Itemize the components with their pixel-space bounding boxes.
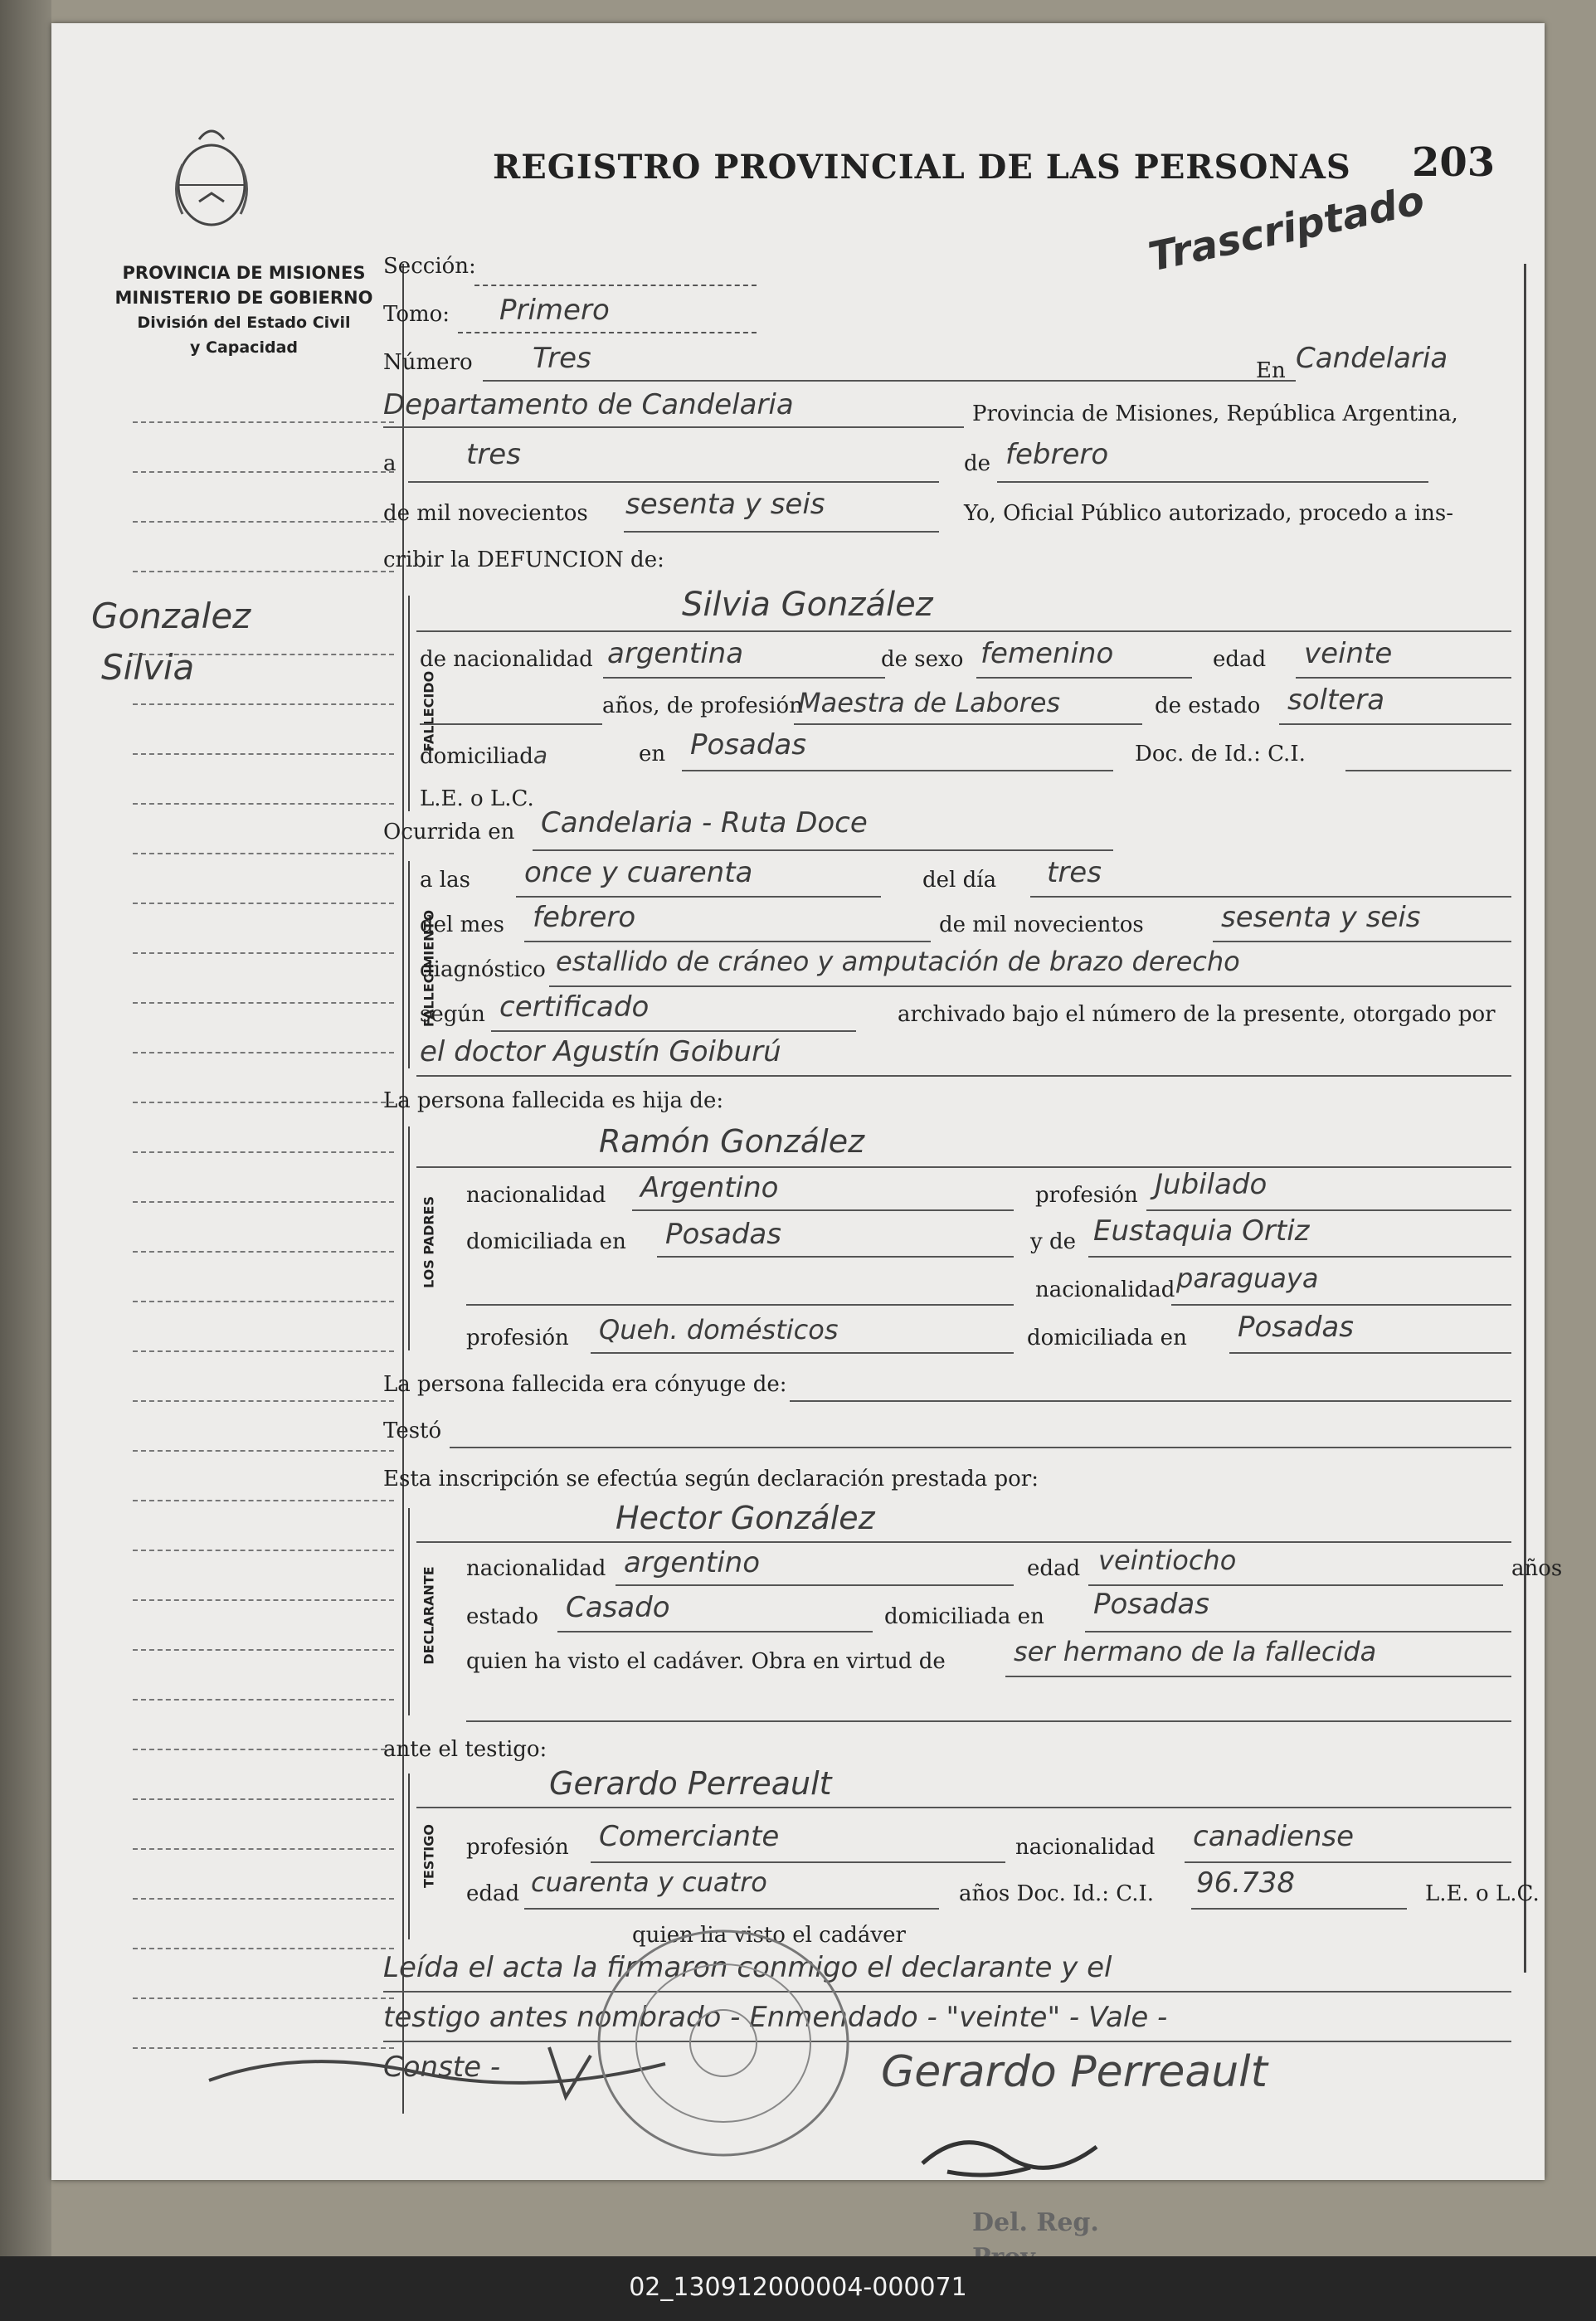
mes-value: febrero	[1005, 438, 1109, 471]
register-page	[51, 23, 1563, 2237]
test-ci-line	[1191, 1908, 1407, 1910]
test-prof-value: Comerciante	[599, 1820, 780, 1853]
padre-nac-label: nacionalidad	[466, 1183, 606, 1208]
madre-nac-line	[1171, 1304, 1511, 1306]
quien-vio-label: quien lia visto el cadáver	[632, 1923, 906, 1948]
en-domicilio-label: en	[639, 742, 666, 766]
yo-label: Yo, Oficial Público autorizado, procedo a ins-	[964, 501, 1454, 526]
ocurrida-value: Candelaria - Ruta Doce	[541, 806, 868, 839]
anio-fall-value: sesenta y seis	[1221, 901, 1421, 934]
fallecimiento-bracket	[408, 861, 410, 1068]
margin-line	[133, 1102, 394, 1103]
dia-fall-value: tres	[1047, 856, 1102, 889]
margin-line	[133, 1749, 394, 1750]
declarante-section-label: DECLARANTE	[421, 1566, 437, 1665]
de-label: de	[964, 451, 991, 476]
madre-dom-line	[1229, 1352, 1511, 1354]
decl-edad-label: edad	[1027, 1556, 1081, 1581]
coat-of-arms-icon	[166, 123, 257, 231]
madre-prof-value: Queh. domésticos	[599, 1314, 839, 1345]
profesion-value: Maestra de Labores	[798, 687, 1061, 718]
margin-line	[133, 1350, 394, 1352]
closing-line-3: Conste -	[383, 2051, 501, 2084]
decl-virtud-value: ser hermano de la fallecida	[1014, 1636, 1377, 1667]
decl-blank-line	[466, 1720, 1511, 1722]
test-nac-line	[1185, 1861, 1511, 1863]
domiciliado-label-text: domiciliad	[420, 744, 533, 769]
sexo-value: femenino	[980, 637, 1114, 670]
diagnostico-line	[549, 985, 1511, 987]
anio-fall-line	[1213, 941, 1511, 942]
medico-line	[416, 1075, 1511, 1077]
edad-line	[1296, 677, 1511, 679]
margin-line	[133, 1052, 394, 1053]
anos-line	[420, 723, 602, 725]
decl-edad-line	[1088, 1584, 1503, 1586]
fallecido-nombre: Silvia González	[682, 586, 933, 624]
sexo-label: de sexo	[881, 647, 964, 672]
numero-label: Número	[383, 350, 473, 375]
hora-line	[516, 896, 881, 898]
decl-dom-value: Posadas	[1093, 1588, 1209, 1621]
padre-dom-label: domiciliada en	[466, 1229, 626, 1254]
padre-line	[416, 1166, 1511, 1168]
test-edad-label: edad	[466, 1881, 520, 1906]
margin-line	[133, 421, 394, 423]
sexo-line	[976, 677, 1192, 679]
madre-prof-line	[591, 1352, 1014, 1354]
fallecido-section-label: FALLECIDO	[421, 670, 437, 752]
tomo-label: Tomo:	[383, 302, 450, 327]
nacionalidad-line	[603, 677, 885, 679]
profesion-line	[794, 723, 1142, 725]
margin-line	[133, 853, 394, 854]
en-value: Candelaria	[1296, 342, 1448, 375]
departamento-value: Departamento de Candelaria	[383, 388, 794, 421]
margin-line	[133, 803, 394, 805]
ocurrida-line	[533, 849, 1113, 851]
test-ci-value: 96.738	[1196, 1866, 1295, 1900]
mes-fall-line	[524, 941, 931, 942]
madre-nac-value: paraguaya	[1176, 1263, 1319, 1294]
declarante-nombre: Hector González	[616, 1500, 875, 1536]
margin-line	[133, 1500, 394, 1501]
decl-estado-value: Casado	[566, 1591, 670, 1624]
margin-line	[133, 1848, 394, 1850]
seccion-label: Sección:	[383, 254, 476, 279]
margin-line	[133, 1400, 394, 1402]
stamp-line-1: Del. Reg.	[972, 2208, 1099, 2237]
margin-line	[133, 703, 394, 705]
segun-line	[491, 1030, 856, 1032]
closing-line-2: testigo antes nombrado - Enmendado - "veinte" - Vale -	[383, 2001, 1168, 2034]
margin-name: Silvia	[101, 647, 195, 688]
madre-nombre: Eustaquia Ortiz	[1093, 1214, 1310, 1248]
padre-prof-value: Jubilado	[1155, 1168, 1268, 1201]
ocurrida-label: Ocurrida en	[383, 820, 515, 844]
decl-nac-label: nacionalidad	[466, 1556, 606, 1581]
domiciliado-suffix: a	[533, 742, 548, 769]
numero-value: Tres	[533, 342, 591, 375]
doc-id-line	[1345, 770, 1511, 771]
madre-nac-label: nacionalidad	[1035, 1277, 1175, 1302]
decl-dom-label: domiciliada en	[884, 1604, 1044, 1629]
margin-line	[133, 1699, 394, 1701]
cadaver-label: quien ha visto el cadáver. Obra en virtud de	[466, 1649, 946, 1674]
margin-line	[133, 1798, 394, 1800]
test-nac-label: nacionalidad	[1015, 1835, 1156, 1860]
official-signature-icon	[914, 2122, 1130, 2188]
margin-line	[133, 1898, 394, 1900]
page-title: REGISTRO PROVINCIAL DE LAS PERSONAS	[493, 148, 1351, 187]
le-lc-label: L.E. o L.C.	[420, 786, 534, 811]
departamento-line	[383, 426, 964, 428]
decl-virtud-line	[1005, 1676, 1511, 1677]
anos-profesion-label: años, de profesión	[602, 693, 803, 718]
mes-fall-value: febrero	[533, 901, 636, 934]
tomo-value: Primero	[499, 294, 610, 327]
padre-dom-value: Posadas	[665, 1218, 781, 1251]
nacionalidad-value: argentina	[607, 637, 744, 670]
hora-value: once y cuarenta	[524, 856, 753, 889]
left-column-divider	[402, 264, 404, 2114]
decl-estado-label: estado	[466, 1604, 538, 1629]
archivado-label: archivado bajo el número de la presente, otorgado por	[898, 1002, 1496, 1027]
closing-line-rule-1	[383, 1991, 1511, 1993]
test-doc-label: años Doc. Id.: C.I.	[959, 1881, 1155, 1906]
numero-line	[483, 380, 1296, 382]
del-mes-label: del mes	[420, 912, 504, 937]
margin-line	[133, 1201, 394, 1203]
firma-testigo: Gerardo Perreault	[881, 2047, 1268, 2097]
padre-nac-line	[632, 1209, 1014, 1211]
padre-dom-line	[657, 1256, 1014, 1258]
estado-line	[1279, 723, 1511, 725]
fallecido-bracket	[408, 596, 410, 811]
nacionalidad-label: de nacionalidad	[420, 647, 593, 672]
decl-nac-line	[616, 1584, 1014, 1586]
official-seal-icon	[591, 1923, 856, 2163]
seccion-line	[474, 285, 757, 286]
margin-line	[133, 1948, 394, 1949]
margin-line	[133, 1251, 394, 1253]
test-edad-line	[524, 1908, 939, 1910]
ante-testigo-label: ante el testigo:	[383, 1737, 547, 1762]
diagnostico-value: estallido de cráneo y amputación de brazo derecho	[556, 946, 1240, 977]
test-prof-line	[591, 1861, 1005, 1863]
decl-edad-value: veintiocho	[1098, 1545, 1237, 1576]
diagnostico-label: diagnóstico	[420, 957, 546, 982]
page-number: 203	[1412, 139, 1496, 186]
division-label-2: y Capacidad	[190, 338, 298, 357]
edad-value: veinte	[1304, 637, 1393, 670]
conyuge-line	[790, 1400, 1511, 1402]
tomo-line	[458, 332, 757, 333]
domicilio-value: Posadas	[690, 728, 806, 762]
dia-line	[408, 481, 939, 483]
margin-line	[133, 753, 394, 755]
domiciliado-label	[420, 742, 547, 769]
nombre-line	[416, 630, 1511, 632]
padres-blank-line	[466, 1304, 1014, 1306]
padres-section-label: LOS PADRES	[421, 1196, 437, 1289]
madre-dom-value: Posadas	[1238, 1311, 1354, 1344]
margin-line	[133, 1550, 394, 1551]
conyuge-label: La persona fallecida era cónyuge de:	[383, 1372, 787, 1397]
dia-value: tres	[466, 438, 521, 471]
padre-nac-value: Argentino	[640, 1171, 779, 1204]
margin-line	[133, 1599, 394, 1601]
segun-value: certificado	[499, 990, 650, 1024]
hija-de-label: La persona fallecida es hija de:	[383, 1088, 724, 1113]
testigo-section-label: TESTIGO	[421, 1824, 437, 1888]
inscripcion-label: Esta inscripción se efectúa según declaración prestada por:	[383, 1467, 1039, 1491]
margin-line	[133, 1450, 394, 1452]
y-de-label: y de	[1030, 1229, 1076, 1254]
a-label: a	[383, 451, 397, 476]
madre-prof-label: profesión	[466, 1326, 569, 1350]
margin-surname: Gonzalez	[91, 596, 251, 636]
decl-dom-line	[1085, 1631, 1511, 1632]
testo-label: Testó	[383, 1418, 442, 1443]
test-le-lc-label: L.E. o L.C.	[1425, 1881, 1540, 1906]
de-mil-fall-label: de mil novecientos	[939, 912, 1144, 937]
margin-line	[133, 471, 394, 473]
decl-nac-value: argentino	[624, 1546, 760, 1579]
testo-line	[450, 1447, 1511, 1448]
padres-bracket	[408, 1126, 410, 1350]
testigo-line	[416, 1807, 1511, 1808]
declarante-line	[416, 1541, 1511, 1543]
testigo-nombre: Gerardo Perreault	[549, 1765, 832, 1802]
fallecimiento-section-label: FALLECIMIENTO	[421, 909, 437, 1028]
margin-line	[133, 521, 394, 523]
decl-anos-label: años	[1511, 1556, 1563, 1581]
mes-line	[997, 481, 1428, 483]
madre-line	[1088, 1256, 1511, 1258]
margin-line	[133, 1649, 394, 1651]
margin-line	[133, 571, 394, 572]
right-border	[1524, 264, 1526, 1973]
padre-prof-line	[1146, 1209, 1511, 1211]
division-label-1: División del Estado Civil	[137, 314, 351, 332]
testigo-bracket	[408, 1774, 410, 1939]
closing-line-1: Leída el acta la firmaron conmigo el declarante y el	[383, 1951, 1112, 1984]
test-edad-value: cuarenta y cuatro	[531, 1866, 767, 1898]
declarante-bracket	[408, 1508, 410, 1715]
margin-line	[133, 1301, 394, 1302]
domicilio-line	[682, 770, 1113, 771]
test-prof-label: profesión	[466, 1835, 569, 1860]
padre-prof-label: profesión	[1035, 1183, 1138, 1208]
cribir-label: cribir la DEFUNCION de:	[383, 547, 664, 572]
anio-value: sesenta y seis	[625, 488, 825, 521]
margin-line	[133, 1002, 394, 1004]
margin-line	[133, 1997, 394, 1999]
file-id-label: 02_130912000004-000071	[629, 2273, 967, 2302]
estado-value: soltera	[1287, 684, 1385, 717]
del-dia-label: del día	[922, 868, 997, 893]
a-las-label: a las	[420, 868, 470, 893]
estado-label: de estado	[1155, 693, 1261, 718]
anio-line	[624, 531, 939, 533]
decl-estado-line	[557, 1631, 873, 1632]
edad-label: edad	[1213, 647, 1267, 672]
madre-dom-label: domiciliada en	[1027, 1326, 1187, 1350]
en-label: En	[1256, 358, 1286, 383]
medico-value: el doctor Agustín Goiburú	[420, 1035, 781, 1068]
ministry-label: MINISTERIO DE GOBIERNO	[114, 288, 373, 308]
province-label: PROVINCIA DE MISIONES	[122, 263, 366, 283]
transcribed-annotation: Trascriptado	[1144, 177, 1428, 281]
book-spine	[0, 0, 51, 2256]
margin-line	[133, 1151, 394, 1153]
doc-id-label: Doc. de Id.: C.I.	[1135, 742, 1306, 766]
margin-line	[133, 903, 394, 904]
de-mil-label: de mil novecientos	[383, 501, 588, 526]
provincia-label: Provincia de Misiones, República Argentina,	[972, 401, 1458, 426]
padre-nombre: Ramón González	[599, 1123, 865, 1160]
test-nac-value: canadiense	[1193, 1820, 1355, 1853]
dia-fall-line	[1030, 896, 1511, 898]
margin-line	[133, 952, 394, 954]
segun-label: según	[420, 1002, 485, 1027]
